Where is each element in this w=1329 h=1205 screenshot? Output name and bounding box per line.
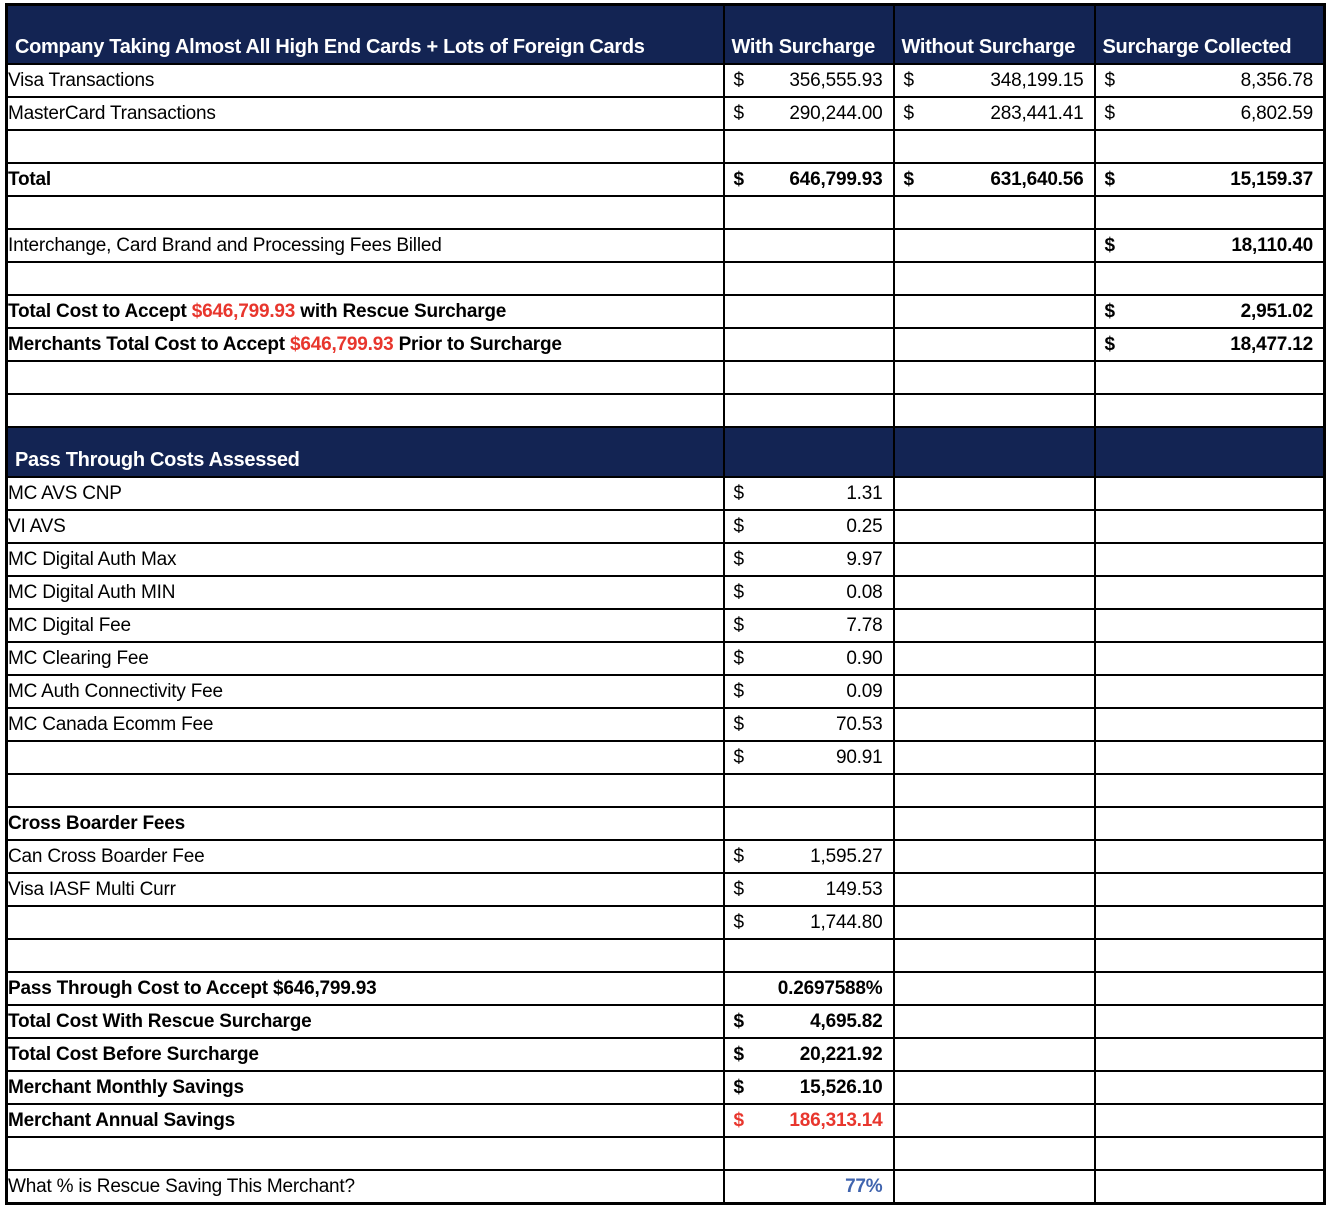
table-row	[7, 477, 1325, 510]
amount-value: 9.97	[846, 548, 883, 570]
amount-value: 8,356.78	[1240, 69, 1313, 91]
row-label-cell[interactable]: MC Clearing Fee	[7, 642, 724, 675]
currency-symbol: $	[903, 102, 914, 124]
currency-symbol: $	[733, 647, 744, 669]
cell[interactable]	[894, 64, 1095, 97]
accounting-value	[1096, 103, 1324, 125]
label-text: with Rescue Surcharge	[295, 300, 507, 322]
currency-symbol: $	[733, 548, 744, 570]
cell[interactable]	[724, 262, 894, 295]
row-label-cell[interactable]: Merchant Annual Savings	[7, 1104, 724, 1137]
table-row	[7, 675, 1325, 708]
currency-symbol: $	[903, 69, 914, 91]
surcharge-worksheet	[5, 3, 1326, 1205]
cell[interactable]	[1095, 708, 1325, 741]
currency-symbol: $	[1104, 300, 1115, 322]
accounting-value	[725, 1044, 893, 1066]
cell[interactable]	[724, 873, 894, 906]
accounting-value	[725, 1011, 893, 1033]
currency-symbol: $	[733, 614, 744, 636]
cell[interactable]	[894, 906, 1095, 939]
row-label-cell[interactable]	[7, 906, 724, 939]
amount-value: 18,110.40	[1231, 234, 1313, 256]
cell[interactable]	[1095, 196, 1325, 229]
cell[interactable]	[894, 1071, 1095, 1104]
cell[interactable]	[1095, 1071, 1325, 1104]
table-row	[7, 609, 1325, 642]
currency-symbol: $	[903, 168, 914, 190]
amount-value: 0.09	[846, 680, 883, 702]
currency-symbol: $	[733, 878, 744, 900]
cell[interactable]	[724, 741, 894, 774]
cell[interactable]	[1095, 873, 1325, 906]
label-highlight-amount: $646,799.93	[191, 300, 296, 322]
row-label-cell[interactable]: MasterCard Transactions	[7, 97, 724, 130]
amount-value: 7.78	[846, 614, 883, 636]
cell[interactable]	[894, 1137, 1095, 1170]
table-row	[7, 774, 1325, 807]
amount-value: 0.90	[846, 647, 883, 669]
row-label-cell[interactable]	[7, 1137, 724, 1170]
table-row	[7, 64, 1325, 97]
cell[interactable]	[1095, 840, 1325, 873]
table-row	[7, 130, 1325, 163]
table-row	[7, 295, 1325, 328]
row-label-cell[interactable]: Visa IASF Multi Curr	[7, 873, 724, 906]
currency-symbol: $	[1104, 234, 1115, 256]
amount-value: 90.91	[835, 746, 883, 768]
cell[interactable]	[1095, 510, 1325, 543]
table-row	[7, 873, 1325, 906]
accounting-value	[895, 169, 1094, 191]
column-header-without-surcharge[interactable]: Without Surcharge	[894, 5, 1095, 65]
cell[interactable]	[894, 609, 1095, 642]
table-row	[7, 708, 1325, 741]
cell[interactable]	[724, 840, 894, 873]
cell[interactable]	[894, 840, 1095, 873]
amount-value: 0.08	[846, 581, 883, 603]
cell[interactable]	[894, 295, 1095, 328]
table-row	[7, 97, 1325, 130]
cell[interactable]	[724, 328, 894, 361]
currency-symbol: $	[1104, 333, 1115, 355]
cell[interactable]	[1095, 906, 1325, 939]
table-row	[7, 163, 1325, 196]
row-label-cell[interactable]: Can Cross Boarder Fee	[7, 840, 724, 873]
cell[interactable]	[894, 873, 1095, 906]
accounting-value	[725, 681, 893, 703]
section-band-cell[interactable]	[1095, 427, 1325, 477]
amount-value: 15,159.37	[1230, 168, 1313, 190]
amount-value: 2,951.02	[1240, 300, 1313, 322]
currency-symbol: $	[733, 168, 744, 190]
cell[interactable]	[1095, 64, 1325, 97]
header-row	[7, 5, 1325, 65]
column-header-with-surcharge[interactable]: With Surcharge	[724, 5, 894, 65]
percent-value: 77%	[845, 1175, 883, 1197]
amount-value: 631,640.56	[990, 168, 1084, 190]
cell[interactable]	[724, 972, 894, 1005]
cell[interactable]	[724, 163, 894, 196]
cell[interactable]	[894, 741, 1095, 774]
amount-value: 18,477.12	[1230, 333, 1313, 355]
cell[interactable]	[894, 328, 1095, 361]
currency-symbol: $	[733, 746, 744, 768]
amount-value: 70.53	[835, 713, 883, 735]
label-highlight-amount: $646,799.93	[290, 333, 394, 355]
table-row	[7, 576, 1325, 609]
accounting-value	[725, 169, 893, 191]
row-label-cell[interactable]: MC Digital Auth Max	[7, 543, 724, 576]
cell[interactable]	[1095, 576, 1325, 609]
row-label-cell[interactable]	[7, 328, 724, 361]
accounting-value	[895, 103, 1094, 125]
amount-value: 290,244.00	[789, 102, 883, 124]
cell[interactable]	[724, 361, 894, 394]
row-label-cell[interactable]: Cross Boarder Fees	[7, 807, 724, 840]
section-band-row	[7, 427, 1325, 477]
column-header-company-taking-almost-all-high-end-cards[interactable]: Company Taking Almost All High End Cards + Lots of Foreign Cards	[7, 5, 724, 65]
row-label-cell[interactable]	[7, 741, 724, 774]
cell[interactable]	[894, 163, 1095, 196]
table-row	[7, 361, 1325, 394]
cell[interactable]	[1095, 361, 1325, 394]
cell[interactable]	[724, 394, 894, 427]
amount-value: 348,199.15	[990, 69, 1084, 91]
table-row	[7, 229, 1325, 262]
cell[interactable]	[724, 1104, 894, 1137]
label-text: Prior to Surcharge	[393, 333, 562, 355]
cell[interactable]	[894, 1005, 1095, 1038]
cell[interactable]	[1095, 262, 1325, 295]
accounting-value	[725, 912, 893, 934]
table-row	[7, 543, 1325, 576]
row-label-cell[interactable]: What % is Rescue Saving This Merchant?	[7, 1170, 724, 1204]
currency-symbol: $	[1104, 168, 1115, 190]
accounting-value	[725, 615, 893, 637]
section-band-cell[interactable]	[894, 427, 1095, 477]
percent-value: 0.2697588%	[777, 977, 883, 999]
table-row	[7, 972, 1325, 1005]
row-label-cell[interactable]: Interchange, Card Brand and Processing Fees Billed	[7, 229, 724, 262]
cell[interactable]	[894, 229, 1095, 262]
table-row	[7, 807, 1325, 840]
accounting-value	[725, 582, 893, 604]
table-row	[7, 1005, 1325, 1038]
cell[interactable]	[724, 130, 894, 163]
cell[interactable]	[1095, 394, 1325, 427]
amount-value: 20,221.92	[799, 1043, 883, 1065]
accounting-value	[725, 747, 893, 769]
amount-value: 356,555.93	[789, 69, 883, 91]
currency-symbol: $	[733, 581, 744, 603]
currency-symbol: $	[733, 1010, 744, 1032]
accounting-value	[725, 1077, 893, 1099]
accounting-value	[725, 549, 893, 571]
cell[interactable]	[894, 394, 1095, 427]
cell[interactable]	[724, 295, 894, 328]
section-title-cell[interactable]: Pass Through Costs Assessed	[7, 427, 724, 477]
currency-symbol: $	[733, 911, 744, 933]
cell[interactable]	[724, 675, 894, 708]
cell[interactable]	[1095, 741, 1325, 774]
amount-value: 1,595.27	[810, 845, 883, 867]
cell[interactable]	[724, 1005, 894, 1038]
accounting-value	[1096, 169, 1324, 191]
accounting-value	[1096, 301, 1324, 323]
cell[interactable]	[724, 642, 894, 675]
cell[interactable]	[724, 708, 894, 741]
cell[interactable]	[1095, 675, 1325, 708]
amount-value: 1.31	[846, 482, 883, 504]
row-label-cell[interactable]: VI AVS	[7, 510, 724, 543]
cell[interactable]	[724, 906, 894, 939]
cell[interactable]	[894, 939, 1095, 972]
amount-value: 149.53	[825, 878, 883, 900]
row-label-cell[interactable]: MC Digital Auth MIN	[7, 576, 724, 609]
table-row	[7, 1038, 1325, 1071]
cell[interactable]	[724, 229, 894, 262]
cell[interactable]	[1095, 1005, 1325, 1038]
currency-symbol: $	[733, 680, 744, 702]
currency-symbol: $	[733, 69, 744, 91]
row-label-cell[interactable]: MC Digital Fee	[7, 609, 724, 642]
cell[interactable]	[1095, 477, 1325, 510]
cell[interactable]	[894, 196, 1095, 229]
worksheet-body	[7, 5, 1325, 1204]
cell[interactable]	[894, 774, 1095, 807]
table-row	[7, 196, 1325, 229]
currency-symbol: $	[733, 1076, 744, 1098]
table-row	[7, 642, 1325, 675]
accounting-value	[725, 846, 893, 868]
cell[interactable]	[724, 774, 894, 807]
row-label-cell[interactable]	[7, 774, 724, 807]
cell[interactable]	[724, 1071, 894, 1104]
table-row	[7, 939, 1325, 972]
row-label-cell[interactable]	[7, 939, 724, 972]
cell[interactable]	[894, 576, 1095, 609]
amount-value: 186,313.14	[789, 1109, 883, 1131]
cell[interactable]	[894, 675, 1095, 708]
amount-value: 4,695.82	[810, 1010, 883, 1032]
row-label-cell[interactable]	[7, 262, 724, 295]
table-row	[7, 262, 1325, 295]
cell[interactable]	[1095, 609, 1325, 642]
cell[interactable]	[1095, 229, 1325, 262]
cell[interactable]	[1095, 543, 1325, 576]
cell[interactable]	[724, 1038, 894, 1071]
row-label-cell[interactable]: Visa Transactions	[7, 64, 724, 97]
accounting-value	[725, 516, 893, 538]
label-text: Merchants Total Cost to Accept	[8, 333, 291, 355]
cell[interactable]	[724, 807, 894, 840]
row-label-cell[interactable]	[7, 130, 724, 163]
amount-value: 0.25	[846, 515, 883, 537]
table-row	[7, 1137, 1325, 1170]
cell[interactable]	[894, 807, 1095, 840]
table-row	[7, 1104, 1325, 1137]
cell[interactable]	[894, 262, 1095, 295]
row-label-cell[interactable]	[7, 295, 724, 328]
amount-value: 1,744.80	[810, 911, 883, 933]
table-row	[7, 741, 1325, 774]
amount-value: 15,526.10	[799, 1076, 883, 1098]
cell[interactable]	[1095, 774, 1325, 807]
cell[interactable]	[894, 1038, 1095, 1071]
table-row	[7, 328, 1325, 361]
table-row	[7, 840, 1325, 873]
row-label-cell[interactable]	[7, 394, 724, 427]
cell[interactable]	[894, 543, 1095, 576]
column-header-surcharge-collected[interactable]: Surcharge Collected	[1095, 5, 1325, 65]
currency-symbol: $	[733, 713, 744, 735]
section-band-cell[interactable]	[724, 427, 894, 477]
row-label-cell[interactable]	[7, 196, 724, 229]
cell[interactable]	[1095, 972, 1325, 1005]
cell[interactable]	[1095, 1104, 1325, 1137]
currency-symbol: $	[733, 1043, 744, 1065]
amount-value: 283,441.41	[990, 102, 1084, 124]
accounting-value	[1096, 235, 1324, 257]
cell[interactable]	[1095, 807, 1325, 840]
accounting-value	[725, 714, 893, 736]
accounting-value	[725, 879, 893, 901]
cell[interactable]	[724, 477, 894, 510]
cell[interactable]	[724, 576, 894, 609]
currency-symbol: $	[733, 1109, 744, 1131]
cell[interactable]	[1095, 1038, 1325, 1071]
currency-symbol: $	[1104, 69, 1115, 91]
label-text: Total Cost to Accept	[8, 300, 192, 322]
row-label-cell[interactable]: Total Cost Before Surcharge	[7, 1038, 724, 1071]
cell[interactable]	[1095, 295, 1325, 328]
row-label-cell[interactable]: Merchant Monthly Savings	[7, 1071, 724, 1104]
cell[interactable]	[1095, 1137, 1325, 1170]
cell[interactable]	[894, 130, 1095, 163]
cell[interactable]	[1095, 130, 1325, 163]
currency-symbol: $	[733, 845, 744, 867]
cell[interactable]	[894, 510, 1095, 543]
cell[interactable]	[724, 939, 894, 972]
cell[interactable]	[724, 510, 894, 543]
cell[interactable]	[894, 477, 1095, 510]
cell[interactable]	[724, 543, 894, 576]
row-label-cell[interactable]: Pass Through Cost to Accept $646,799.93	[7, 972, 724, 1005]
cell[interactable]	[894, 97, 1095, 130]
amount-value: 6,802.59	[1240, 102, 1313, 124]
accounting-value	[725, 103, 893, 125]
cell[interactable]	[724, 97, 894, 130]
cell[interactable]	[1095, 97, 1325, 130]
accounting-value	[1096, 70, 1324, 92]
row-label-cell[interactable]: MC Auth Connectivity Fee	[7, 675, 724, 708]
cell[interactable]	[894, 642, 1095, 675]
cell[interactable]	[894, 708, 1095, 741]
currency-symbol: $	[733, 515, 744, 537]
accounting-value	[1096, 334, 1324, 356]
table-row	[7, 1071, 1325, 1104]
table-row	[7, 394, 1325, 427]
currency-symbol: $	[1104, 102, 1115, 124]
accounting-value	[725, 1110, 893, 1132]
cell[interactable]	[1095, 939, 1325, 972]
accounting-value	[725, 483, 893, 505]
row-label-cell[interactable]: MC Canada Ecomm Fee	[7, 708, 724, 741]
row-label-cell[interactable]	[7, 361, 724, 394]
currency-symbol: $	[733, 102, 744, 124]
cell[interactable]	[1095, 642, 1325, 675]
row-label-cell[interactable]: MC AVS CNP	[7, 477, 724, 510]
cell[interactable]	[1095, 328, 1325, 361]
amount-value: 646,799.93	[789, 168, 883, 190]
currency-symbol: $	[733, 482, 744, 504]
cell[interactable]	[1095, 163, 1325, 196]
cell[interactable]	[894, 1104, 1095, 1137]
table-row	[7, 906, 1325, 939]
cell[interactable]	[894, 361, 1095, 394]
accounting-value	[725, 70, 893, 92]
cell[interactable]	[724, 609, 894, 642]
table-row	[7, 510, 1325, 543]
cell[interactable]	[724, 64, 894, 97]
row-label-cell[interactable]: Total Cost With Rescue Surcharge	[7, 1005, 724, 1038]
accounting-value	[895, 70, 1094, 92]
cell[interactable]	[724, 196, 894, 229]
cell[interactable]	[894, 972, 1095, 1005]
cell[interactable]	[724, 1137, 894, 1170]
accounting-value	[725, 648, 893, 670]
row-label-cell[interactable]: Total	[7, 163, 724, 196]
